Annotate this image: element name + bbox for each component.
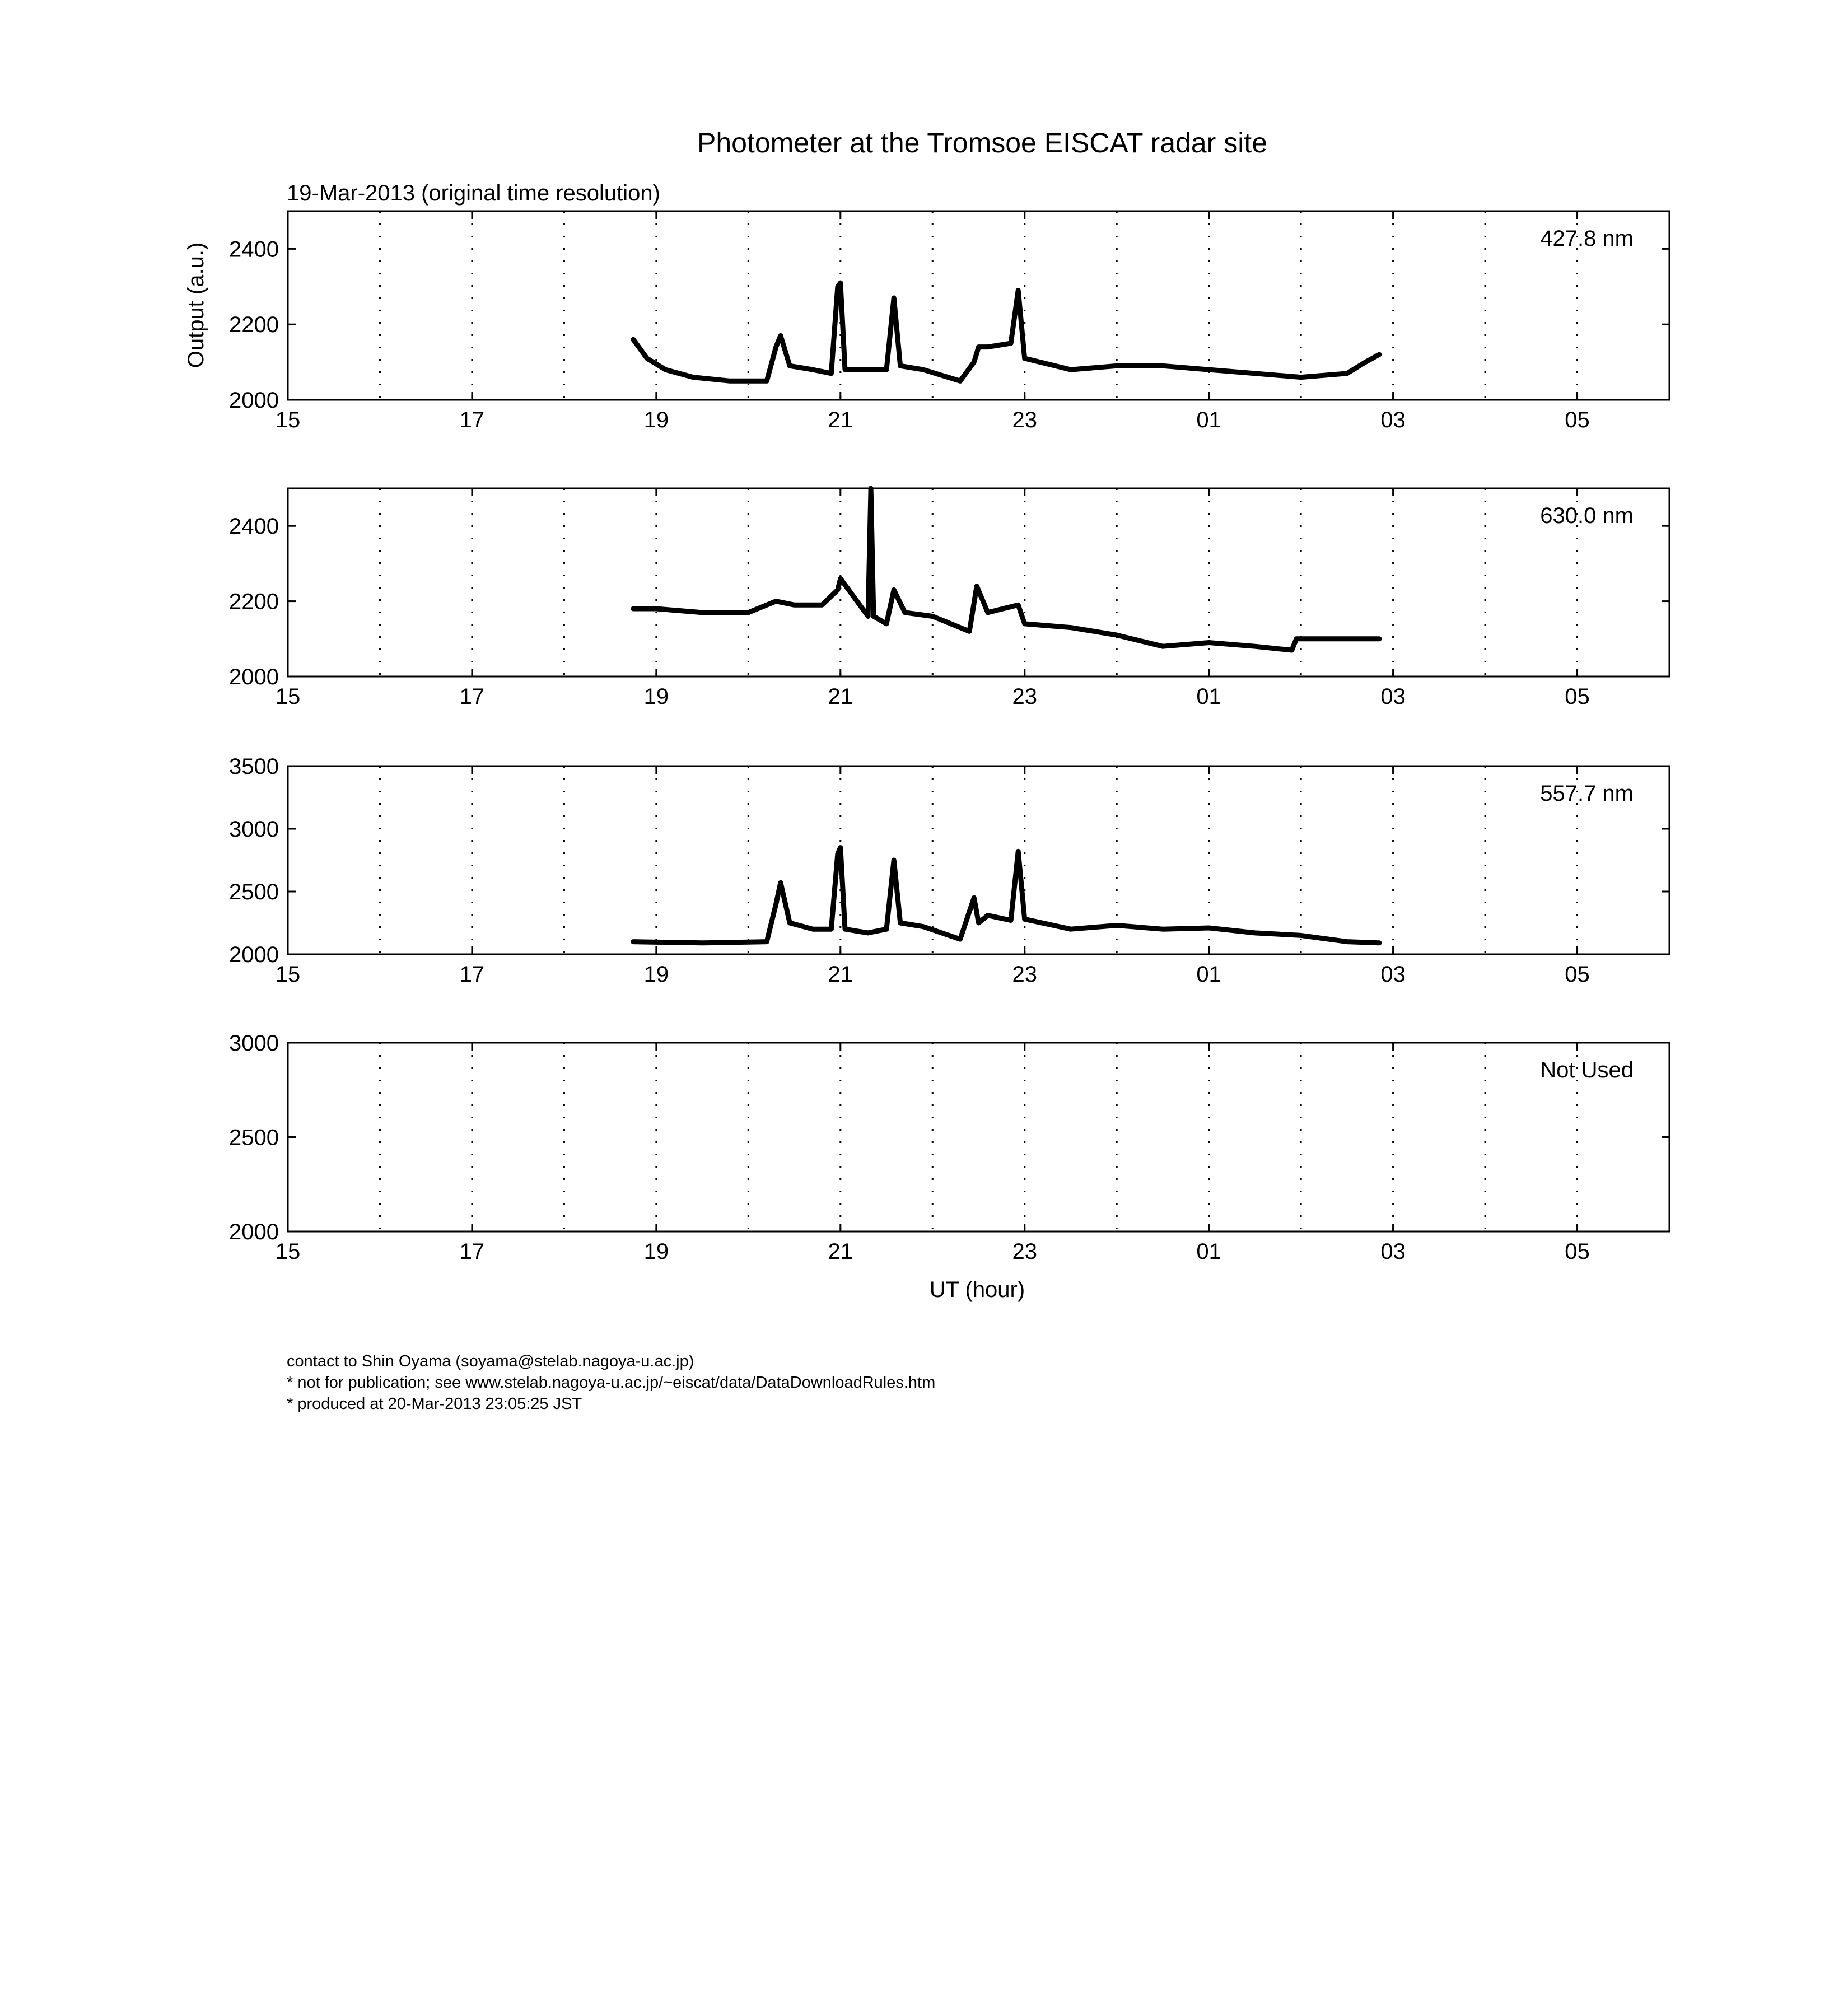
panel-1 <box>229 211 1669 432</box>
y-tick-label: 2000 <box>229 388 279 413</box>
y-tick-label: 3000 <box>229 817 279 842</box>
x-tick-label: 21 <box>828 408 853 432</box>
x-tick-label: 23 <box>1012 684 1037 709</box>
x-tick-label: 03 <box>1380 1239 1406 1264</box>
x-tick-label: 15 <box>275 408 301 432</box>
x-tick-label: 17 <box>459 408 485 432</box>
x-tick-label: 15 <box>275 962 301 987</box>
panels-group <box>229 211 1669 1264</box>
axes-frame <box>288 766 1669 954</box>
y-tick-label: 2200 <box>229 589 279 614</box>
y-tick-label: 2200 <box>229 312 279 338</box>
x-tick-label: 23 <box>1012 1239 1037 1264</box>
x-tick-label: 19 <box>643 408 669 432</box>
footer-notes <box>287 1351 935 1415</box>
y-tick-label: 2000 <box>229 1220 279 1244</box>
panel-4 <box>229 1031 1669 1264</box>
x-tick-label: 21 <box>828 684 853 709</box>
channel-label: 427.8 nm <box>1540 226 1634 251</box>
y-axis-label: Output (a.u.) <box>184 242 208 368</box>
y-tick-label: 2400 <box>229 514 279 539</box>
x-tick-label: 17 <box>459 684 485 709</box>
series-line <box>633 848 1379 943</box>
x-tick-label: 17 <box>459 962 485 987</box>
footer-contact: contact to Shin Oyama (soyama@stelab.nagoya-u.ac.jp) <box>287 1352 694 1370</box>
chart-subtitle: 19-Mar-2013 (original time resolution) <box>287 181 660 206</box>
x-tick-label: 15 <box>275 684 301 709</box>
x-tick-label: 19 <box>643 962 669 987</box>
channel-label: 557.7 nm <box>1540 781 1634 806</box>
footer-publication-note: * not for publication; see www.stelab.nagoya-u.ac.jp/~eiscat/data/DataDownloadRules.htm <box>287 1374 936 1392</box>
x-tick-label: 03 <box>1380 684 1406 709</box>
y-tick-label: 2400 <box>229 237 279 262</box>
series-line <box>633 283 1379 381</box>
series-line <box>633 488 1379 650</box>
chart-title: Photometer at the Tromsoe EISCAT radar site <box>697 127 1268 158</box>
x-tick-label: 23 <box>1012 408 1037 432</box>
x-tick-label: 17 <box>459 1239 485 1264</box>
x-tick-label: 19 <box>643 1239 669 1264</box>
channel-label: 630.0 nm <box>1540 503 1634 528</box>
y-tick-label: 2500 <box>229 880 279 904</box>
axes-frame <box>288 211 1669 400</box>
x-tick-label: 05 <box>1565 1239 1590 1264</box>
y-tick-label: 2000 <box>229 942 279 967</box>
x-tick-label: 01 <box>1196 962 1221 987</box>
x-tick-label: 05 <box>1565 408 1590 432</box>
x-tick-label: 01 <box>1196 684 1221 709</box>
x-axis-label: UT (hour) <box>929 1277 1025 1302</box>
x-tick-label: 03 <box>1380 962 1406 987</box>
x-tick-label: 21 <box>828 962 853 987</box>
x-tick-label: 05 <box>1565 684 1590 709</box>
y-tick-label: 3500 <box>229 754 279 779</box>
axes-frame <box>288 488 1669 676</box>
x-tick-label: 05 <box>1565 962 1590 987</box>
x-tick-label: 21 <box>828 1239 853 1264</box>
x-tick-label: 23 <box>1012 962 1037 987</box>
channel-label: Not Used <box>1540 1058 1634 1082</box>
y-tick-label: 2500 <box>229 1125 279 1150</box>
x-tick-label: 19 <box>643 684 669 709</box>
x-tick-label: 15 <box>275 1239 301 1264</box>
x-tick-label: 01 <box>1196 408 1221 432</box>
x-tick-label: 03 <box>1380 408 1406 432</box>
y-tick-label: 2000 <box>229 665 279 689</box>
y-tick-label: 3000 <box>229 1031 279 1056</box>
x-tick-label: 01 <box>1196 1239 1221 1264</box>
axes-frame <box>288 1043 1669 1231</box>
panel-2 <box>229 488 1669 709</box>
panel-3 <box>229 754 1669 987</box>
footer-produced-at: * produced at 20-Mar-2013 23:05:25 JST <box>287 1395 582 1413</box>
